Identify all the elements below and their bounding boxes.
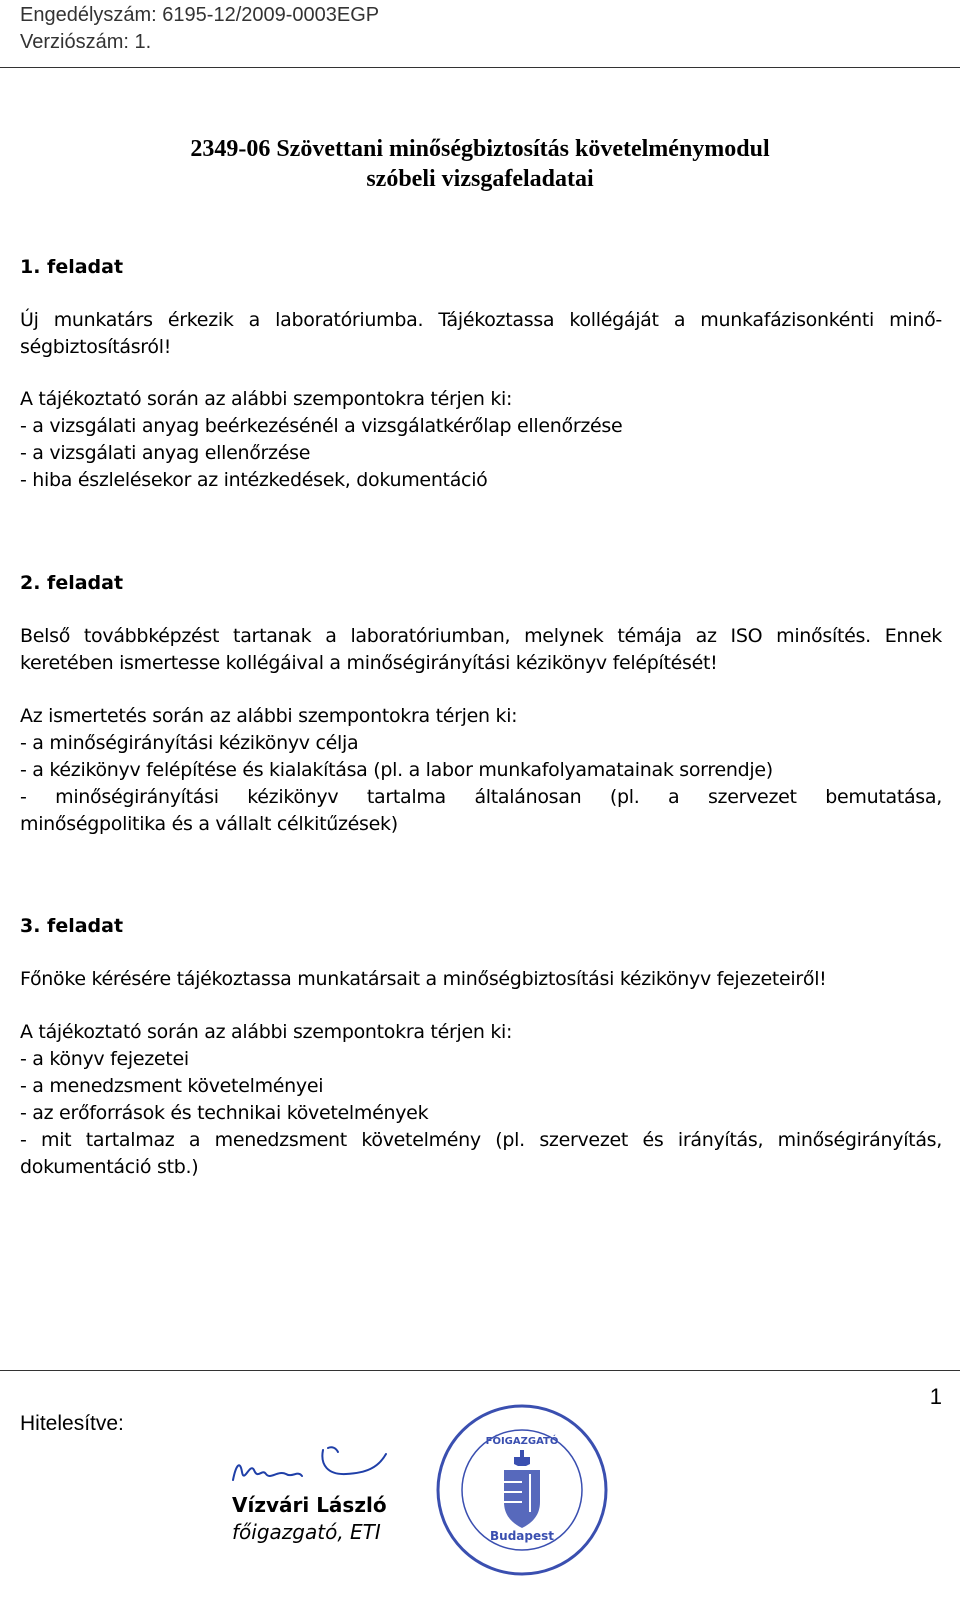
task-3-intro-line: Főnöke kérésére tájékoztassa munkatársait a minőségbiztosítási kézikönyv fejezeteiről! (20, 968, 827, 990)
points-lead: Az ismertetés során az alábbi szempontokra térjen ki: (20, 705, 518, 727)
list-item: - hiba észlelésekor az intézkedések, dokumentáció (20, 469, 488, 491)
list-item: - a kézikönyv felépítése és kialakítása (pl. a labor munkafolyamatainak sorrendje) (20, 759, 773, 781)
task-3-heading: 3. feladat (20, 915, 124, 937)
version-number: Verziószám: 1. (20, 31, 152, 53)
license-number: Engedélyszám: 6195-12/2009-0003EGP (20, 4, 380, 26)
task-2-intro-line: Belső továbbképzést tartanak a laboratóriumban, melynek témája az ISO minősítés. Ennek (20, 625, 942, 647)
task-2-points (20, 703, 942, 838)
list-item: - a menedzsment követelményei (20, 1075, 324, 1097)
task-1-intro-line: Új munkatárs érkezik a laboratóriumba. Tájékoztassa kollégáját a munkafázisonkénti minő- (20, 309, 942, 331)
list-item: - a vizsgálati anyag ellenőrzése (20, 442, 311, 464)
task-2-intro (20, 623, 942, 677)
task-1-intro-line: ségbiztosításról! (20, 336, 172, 358)
list-item: - a könyv fejezetei (20, 1048, 189, 1070)
signature-icon (228, 1440, 398, 1500)
signer-name: Vízvári László (232, 1493, 387, 1517)
page-number: 1 (929, 1384, 942, 1409)
task-1-points (20, 386, 942, 494)
list-item: - az erőforrások és technikai követelmények (20, 1102, 429, 1124)
points-lead: A tájékoztató során az alábbi szempontokra térjen ki: (20, 388, 513, 410)
list-item: - mit tartalmaz a menedzsment követelmény (pl. szervezet és irányítás, minőségirányítás, (20, 1129, 942, 1151)
svg-text:Budapest: Budapest (490, 1529, 554, 1543)
authenticated-label: Hitelesítve: (20, 1412, 124, 1435)
points-lead: A tájékoztató során az alábbi szempontokra térjen ki: (20, 1021, 513, 1043)
list-item: dokumentáció stb.) (20, 1156, 199, 1178)
signer-role: főigazgató, ETI (232, 1520, 381, 1544)
header-divider (0, 67, 960, 68)
official-seal-icon (434, 1402, 610, 1578)
task-1-intro (20, 307, 942, 361)
title-line-1: 2349-06 Szövettani minőségbiztosítás követelménymodul (190, 136, 770, 162)
title-line-2: szóbeli vizsgafeladatai (366, 166, 594, 192)
list-item: - a minőségirányítási kézikönyv célja (20, 732, 359, 754)
task-2-heading: 2. feladat (20, 572, 124, 594)
list-item: minőségpolitika és a vállalt célkitűzések) (20, 813, 398, 835)
list-item: - a vizsgálati anyag beérkezésénél a vizsgálatkérőlap ellenőrzése (20, 415, 623, 437)
document-title (0, 134, 960, 194)
task-2-intro-line: keretében ismertesse kollégáival a minőségirányítási kézikönyv felépítését! (20, 652, 718, 674)
document-header (20, 2, 379, 56)
task-3-intro (20, 966, 942, 993)
task-3-points (20, 1019, 942, 1181)
svg-text:FŐIGAZGATÓ: FŐIGAZGATÓ (485, 1436, 559, 1447)
footer-divider (0, 1370, 960, 1371)
task-1-heading: 1. feladat (20, 256, 124, 278)
list-item: - minőségirányítási kézikönyv tartalma általánosan (pl. a szervezet bemutatása, (20, 786, 942, 808)
